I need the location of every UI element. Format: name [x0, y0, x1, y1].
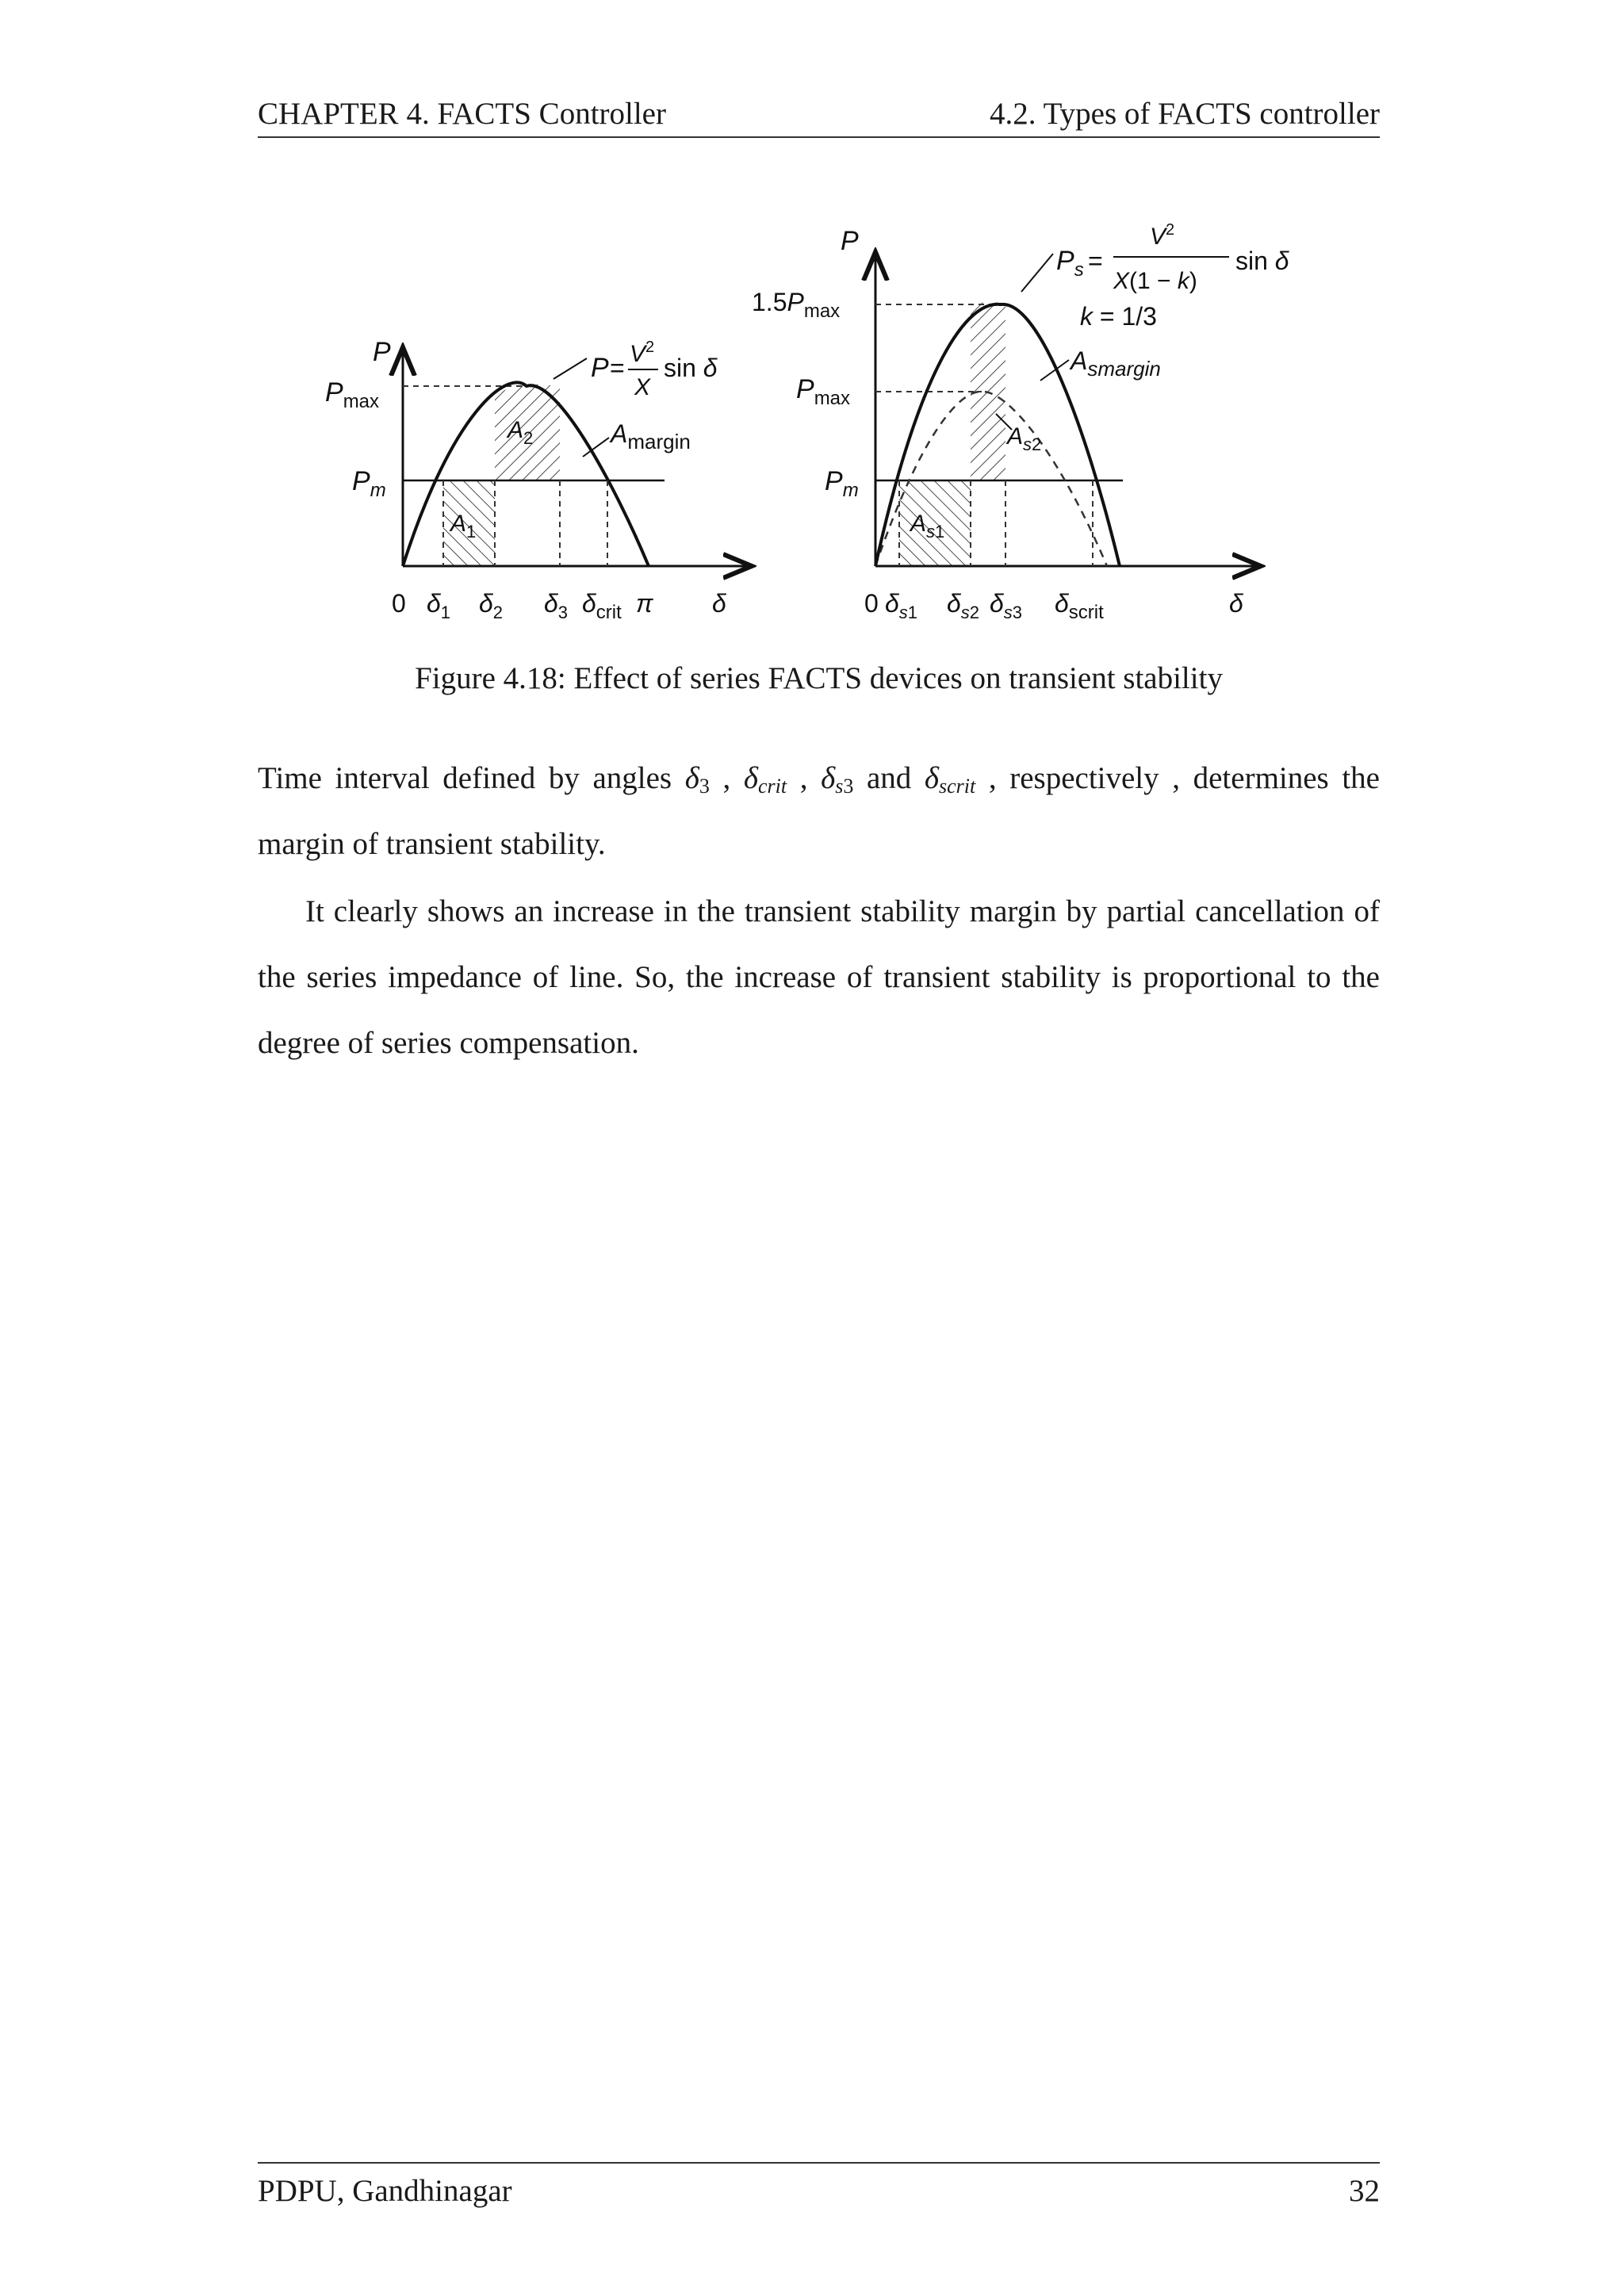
svg-text:δs2: $\delta_s2$ — [947, 589, 980, 622]
svg-text:Asmargin: $A_{smargin}$ — [1071, 346, 1161, 381]
svg-text:δ3: $\delta_3$ — [544, 589, 569, 622]
svg-text:As2: $A_s2$ — [1007, 423, 1042, 454]
chapter-title: CHAPTER 4. FACTS Controller — [258, 97, 666, 131]
header-rule — [258, 136, 1380, 138]
svg-text:δs1: $\delta_s1$ — [885, 589, 918, 622]
svg-text:P: P — [591, 353, 609, 383]
page-footer — [258, 2171, 1380, 2215]
svg-text:P: P — [373, 337, 391, 367]
svg-text:1.5Pmax: $1.5P_{max}$ — [752, 288, 841, 322]
left-eq-leader — [553, 358, 587, 379]
right-panel — [752, 221, 1290, 623]
svg-text:k = 1/3: k = 1/3 — [1080, 302, 1157, 331]
institution-name: PDPU, Gandhinagar — [258, 2174, 512, 2208]
svg-text:δ2: $\delta_2$ — [479, 589, 504, 622]
page-number: 32 — [1349, 2174, 1380, 2208]
svg-text:δ: δ — [712, 589, 726, 618]
svg-text:Amargin: $A_{margin}$ — [611, 419, 691, 453]
svg-text:As1: $A_s1$ — [910, 511, 945, 541]
left-panel — [325, 337, 752, 623]
svg-text:δ: δ — [1229, 589, 1243, 618]
svg-text:A1: $A_1$ — [450, 511, 477, 541]
paragraph-time-interval: Time interval defined by angles $\delta_3$ , $\delta_{crit}$ , $\delta_{s3}$ and $\delta_{scrit}$ , respectively , determines the margin of transient stability. — [258, 761, 1380, 861]
svg-text:=: = — [610, 354, 625, 382]
area-as2 — [971, 301, 1005, 480]
svg-text:Ps: $P_s$ — [1056, 246, 1084, 281]
page-header — [258, 94, 1380, 138]
figure-graphic — [317, 214, 1332, 642]
svg-text:δcrit: $\delta_{crit}$ — [582, 589, 622, 623]
figure-caption: Figure 4.18: Effect of series FACTS devices on transient stability — [415, 661, 1223, 695]
right-eq-leader — [1021, 254, 1053, 292]
svg-text:Pm: $P_m$ — [825, 466, 859, 501]
svg-text:0: 0 — [864, 589, 879, 618]
svg-text:δ1: $\delta_1$ — [427, 589, 451, 622]
svg-text:X: X — [634, 374, 651, 400]
svg-text:A2: $A_2$ — [508, 417, 534, 448]
svg-text:V2: $V^2$ — [1150, 221, 1175, 250]
svg-text:δs3: $\delta_s3$ — [990, 589, 1023, 622]
svg-text:π: π — [636, 589, 653, 618]
section-title: 4.2. Types of FACTS controller — [990, 97, 1380, 131]
svg-text:Pmax: $P_{max}$ — [796, 374, 851, 409]
figure-transient-stability — [317, 214, 1332, 642]
svg-text:sin δ: sin δ — [664, 354, 718, 382]
svg-text:sin δ: sin δ — [1235, 247, 1289, 275]
svg-text:X(1 − k): X(1 − k) — [1113, 268, 1197, 294]
svg-text:Pm: $P_m$ — [352, 466, 386, 501]
svg-text:Pmax: $P_{max}$ — [325, 377, 380, 412]
footer-rule — [258, 2162, 1380, 2164]
svg-text:0: 0 — [392, 589, 406, 618]
svg-text:P: P — [841, 226, 859, 256]
paragraph-stability-margin: It clearly shows an increase in the transient stability margin by partial cancellation of the series impedance of line. So, the increase of transient stability is proportional to the degree of series compensation. — [258, 894, 1380, 1060]
svg-text:=: = — [1088, 247, 1103, 275]
svg-text:V2: $V^2$ — [630, 339, 655, 367]
svg-text:δscrit: $\delta_{scrit}$ — [1055, 589, 1104, 623]
